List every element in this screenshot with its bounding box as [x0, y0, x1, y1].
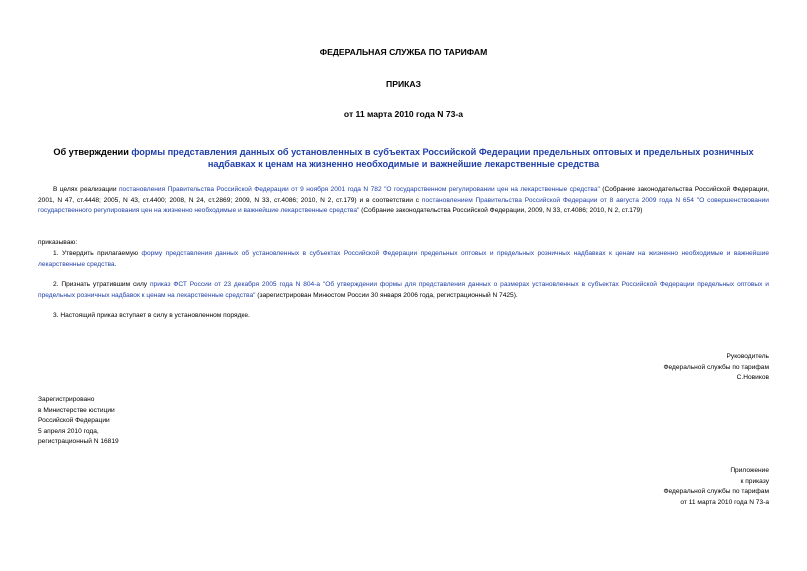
doc-type: ПРИКАЗ [386, 79, 421, 89]
item-1-text-1: 1. Утвердить прилагаемую [53, 250, 142, 257]
item-1-text-2: . [114, 260, 117, 268]
order-804a-link[interactable]: приказ ФСТ России от 23 декабря 2005 года N 804-а "Об утверждении формы для представления данных о размерах установленных в субъектах Российской Федерации предельных оптовых и предельных розничных надбавок к ценам на лекарственные средства" [38, 281, 769, 299]
appendix-block [664, 466, 770, 508]
registration-block [38, 395, 119, 448]
item-2 [38, 280, 769, 301]
ordered-line: приказываю: [38, 239, 78, 246]
title-form-link[interactable]: формы представления данных об установленных в субъектах Российской Федерации предельных оптовых и предельных розничных надбавках к ценам на жизненно необходимые и важнейшие лекарственные средства [131, 147, 754, 169]
signature-line-1: Руководитель [726, 353, 769, 360]
org-name: ФЕДЕРАЛЬНАЯ СЛУЖБА ПО ТАРИФАМ [319, 47, 488, 57]
registration-line-1: Зарегистрировано [38, 396, 95, 403]
decree-782-link[interactable]: постановления Правительства Российской Федерации от 9 ноября 2001 года N 782 "О государственном регулировании цен на лекарственные средства" [118, 186, 600, 193]
appendix-line-2: к приказу [740, 477, 769, 485]
doc-date: от 11 марта 2010 года N 73-а [343, 109, 464, 119]
decree-654-link[interactable]: постановлением Правительства Российской Федерации от 8 августа 2009 года N 654 "О совершенствовании государственного регулирования цен на жизненно необходимые и важнейшие лекарственные средства" [38, 196, 769, 214]
registration-line-2: в Министерстве юстиции [38, 406, 115, 414]
signature-line-2: Федеральной службы по тарифам [663, 363, 769, 371]
item-3: 3. Настоящий приказ вступает в силу в установленном порядке. [53, 312, 250, 319]
appendix-line-4: от 11 марта 2010 года N 73-а [680, 498, 769, 506]
item-2-text-2: (зарегистрирован Минюстом России 30 января 2006 года, регистрационный N 7425). [255, 291, 518, 299]
registration-line-3: Российской Федерации [38, 417, 110, 424]
appendix-line-3: Федеральной службы по тарифам [663, 488, 769, 495]
signature-line-3: С.Новиков [736, 374, 769, 381]
intro-text-2: (Собрание законодательства Российской Федерации, 2001, N 47, ст.4448; 2005, N 43, ст.4400; 2008, N 24, ст.2869; 2009, N 33, ст.4086; 2010, N 2, ст.179) и в соответствии с [38, 186, 769, 204]
title-prefix: Об утверждении [53, 147, 132, 157]
registration-line-4: 5 апреля 2010 года, [38, 427, 99, 435]
item-1-form-link[interactable]: форму представления данных об установленных в субъектах Российской Федерации предельных оптовых и предельных розничных надбавках к ценам на жизненно необходимые и важнейшие лекарственные средства [38, 250, 769, 268]
intro-text-3: (Собрание законодательства Российской Федерации, 2009, N 33, ст.4086; 2010, N 2, ст.179) [359, 207, 643, 214]
item-2-text-1: 2. Признать утратившим силу [53, 281, 150, 288]
doc-title [38, 147, 769, 170]
item-1 [38, 249, 769, 270]
registration-line-5: регистрационный N 16819 [38, 438, 119, 445]
appendix-line-1: Приложение [730, 467, 769, 474]
intro-text-1: В целях реализации [53, 186, 119, 193]
intro-paragraph [38, 185, 769, 217]
signature-block [664, 352, 770, 384]
